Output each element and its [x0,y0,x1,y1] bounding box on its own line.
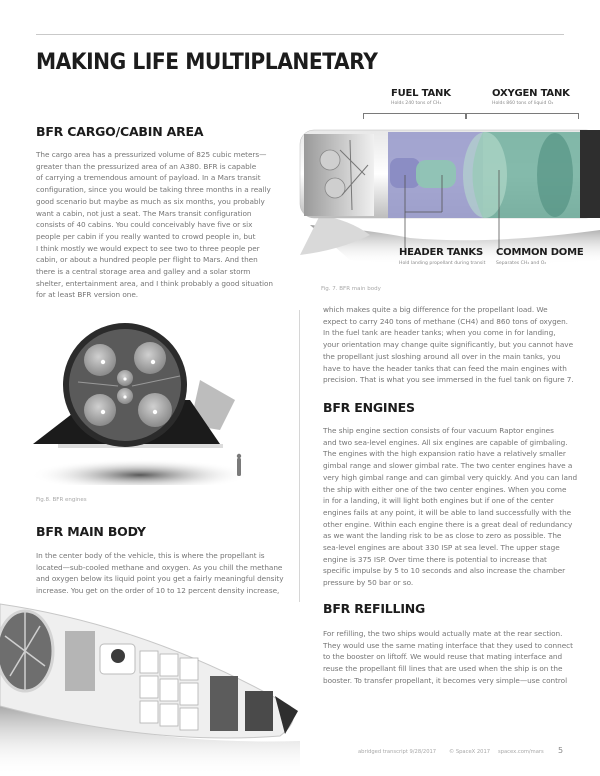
page-number: 5 [558,746,564,755]
fig8-caption: Fig.8. BFR engines [36,497,87,503]
callout-common-dome-title: COMMON DOME [496,247,584,258]
top-rule [36,34,564,35]
callout-fuel-tank-title: FUEL TANK [391,88,451,99]
heading-cargo-cabin-area: BFR CARGO/CABIN AREA [36,124,204,139]
fuel-tank-bracket [363,113,466,119]
footer-url-link[interactable]: spacex.com/mars [498,749,544,755]
callout-header-tanks-subtitle: Hold landing propellant during transit [399,261,486,266]
heading-engines: BFR ENGINES [323,400,415,415]
callout-header-tanks-title: HEADER TANKS [399,247,483,258]
main-body-continued-text: which makes quite a big difference for the propellant load. We expect to carry 240 tons of methane (CH4) and 860 tons of oxygen. In the fuel tank are header tanks; when you come in for landing, your orientation may change quite significantly, but you cannot have the propellant just sloshing around all over in the main tanks, you have to have the header tanks that can feed the main engines with precision. That is what you see immersed in the fuel tank on figure 7. [323,305,574,385]
callout-common-dome-subtitle: Separates CH₄ and O₂ [496,261,547,266]
heading-refilling: BFR REFILLING [323,601,426,616]
hull-cutaway-illustration [0,596,300,776]
column-divider [299,310,300,602]
engine-rear-view-image [30,310,270,485]
main-body-text: In the center body of the vehicle, this is where the propellant is located—sub-cooled methane and oxygen. As you chill the methane and oxygen below its liquid point you get a fairly meaningful density increase. You get on the order of 10 to 12 percent density increase, [36,551,284,596]
oxygen-tank-bracket [466,113,579,119]
cabin-cutaway-image [0,596,300,776]
cargo-body-text: The cargo area has a pressurized volume of 825 cubic meters— greater than the pressurized area of an A380. BFR is capable of carrying a tremendous amount of payload. In a Mars transit configuration, since you would be taking three months in a really good scenario but maybe as much as six months, you probably want a cabin, not just a seat. The Mars transit configuration consists of 40 cabins. You could conceivably have five or six people per cabin if you really wanted to crowd people in, but I think mostly we would expect to see two to three people per cabin, or about a hundred people per flight to Mars. And then there is a central storage area and galley and a solar storm shelter, entertainment area, and I think probably a good situation for at least BFR version one. [36,150,273,300]
fig8-engines-illustration [30,310,270,485]
engines-body-text: The ship engine section consists of four vacuum Raptor engines and two sea-level engines. All six engines are capable of gimbaling. The engines with the high expansion ratio have a relatively smaller gimbal range and slower gimbal rate. The two center engines have a very high gimbal range and can gimbal very quickly. And you can land the ship with either one of the two center engines. When you come in for a landing, it will light both engines but if one of the center engines fails at any point, it will be able to land successfully with the other engine. Within each engine there is a great deal of redundancy as we want the landing risk to be as close to zero as possible. The sea-level engines are about 330 ISP at sea level. The upper stage engine is 375 ISP. Over time there is potential to increase that specific impulse by 5 to 10 seconds and also increase the chamber pressure by 50 bar or so. [323,426,578,588]
footer-copyright: © SpaceX 2017 [449,749,491,755]
callout-oxygen-tank-title: OXYGEN TANK [492,88,570,99]
page-title: MAKING LIFE MULTIPLANETARY [36,50,378,75]
callout-fuel-tank-subtitle: Holds 240 tons of CH₄ [391,101,442,106]
heading-main-body: BFR MAIN BODY [36,524,146,539]
refilling-body-text: For refilling, the two ships would actually mate at the rear section. They would use the same mating interface that they used to connect to the booster on liftoff. We would reuse that mating interface and reuse the propellant fill lines that are used when the ship is on the booster. To transfer propellant, it becomes very simple—use control [323,629,573,685]
fig7-caption: Fig. 7. BFR main body [321,286,381,292]
callout-oxygen-tank-subtitle: Holds 860 tons of liquid O₂ [492,101,554,106]
footer-transcript-date: abridged transcript 9/28/2017 [358,749,437,755]
